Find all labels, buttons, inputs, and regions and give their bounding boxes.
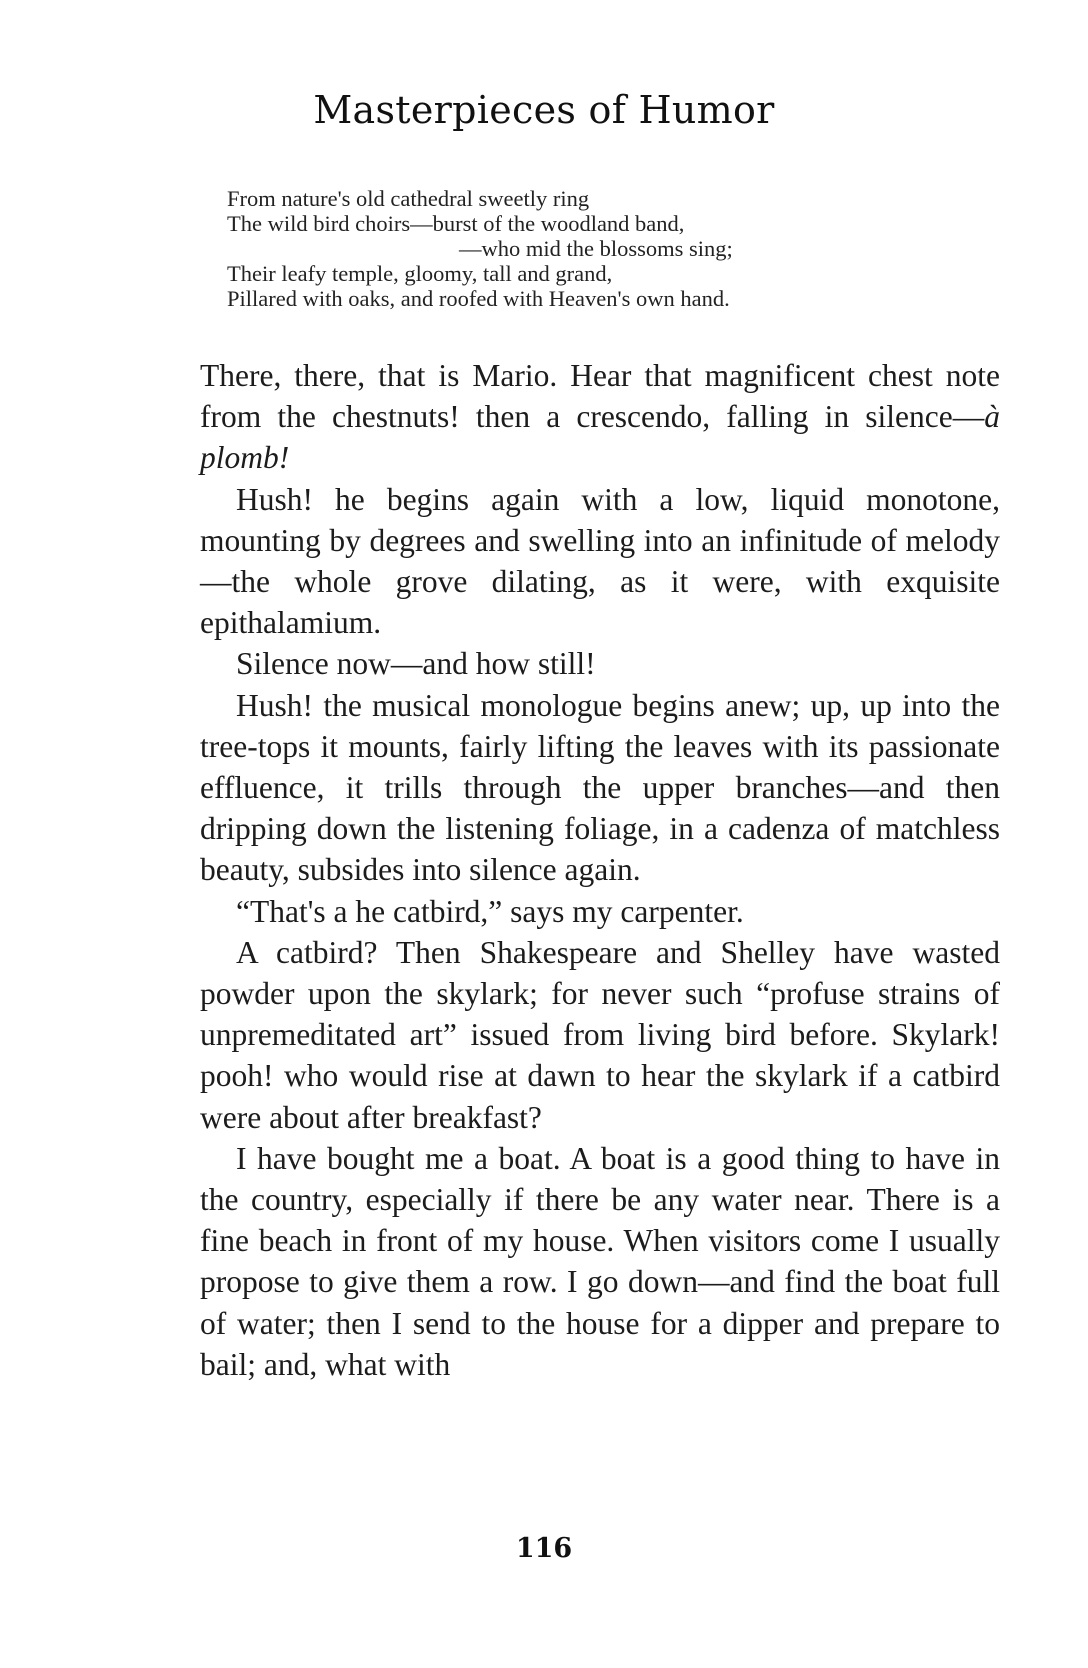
paragraph [200, 355, 1000, 479]
verse-line: Their leafy temple, gloomy, tall and grand, [227, 261, 613, 286]
body-text [200, 355, 1000, 1385]
running-title: Masterpieces of Humor [313, 88, 775, 132]
paragraph: I have bought me a boat. A boat is a good thing to have in the country, especially if there be any water near. There is a fine beach in front of my house. When visitors come I usually propose to give them a row. I go down—and find the boat full of water; then I send to the house for a dipper and prepare to bail; and, what with [200, 1140, 1000, 1382]
verse-line: The wild bird choirs—burst of the woodland band, [227, 211, 685, 236]
verse-line: From nature's old cathedral sweetly ring [227, 186, 590, 211]
paragraph-text: There, there, that is Mario. Hear that magnificent chest note from the chestnuts! then a crescendo, falling in silence— [200, 358, 1000, 435]
verse-quotation [227, 186, 987, 311]
verse-line: —who mid the blossoms sing; [459, 236, 733, 261]
paragraph: A catbird? Then Shakespeare and Shelley have wasted powder upon the skylark; for never such “profuse strains of unpremeditated art” issued from living bird before. Skylark! pooh! who would rise at dawn to hear the skylark if a catbird were about after breakfast? [200, 934, 1000, 1135]
paragraph: Hush! the musical monologue begins anew; up, up into the tree-tops it mounts, fairly lifting the leaves with its passionate effluence, it trills through the upper branches—and then dripping down the listening foliage, in a cadenza of matchless beauty, subsides into silence again. [200, 687, 1000, 888]
verse-line: Pillared with oaks, and roofed with Heaven's own hand. [227, 286, 730, 311]
paragraph: Hush! he begins again with a low, liquid monotone, mounting by degrees and swelling into an infinitude of melody—the whole grove dilating, as it were, with exquisite epithalamium. [200, 481, 1000, 641]
italic-phrase: à plomb! [200, 399, 1000, 476]
paragraph: Silence now—and how still! [236, 646, 596, 682]
paragraph: “That's a he catbird,” says my carpenter. [236, 893, 744, 929]
page-number: 116 [515, 1533, 573, 1564]
